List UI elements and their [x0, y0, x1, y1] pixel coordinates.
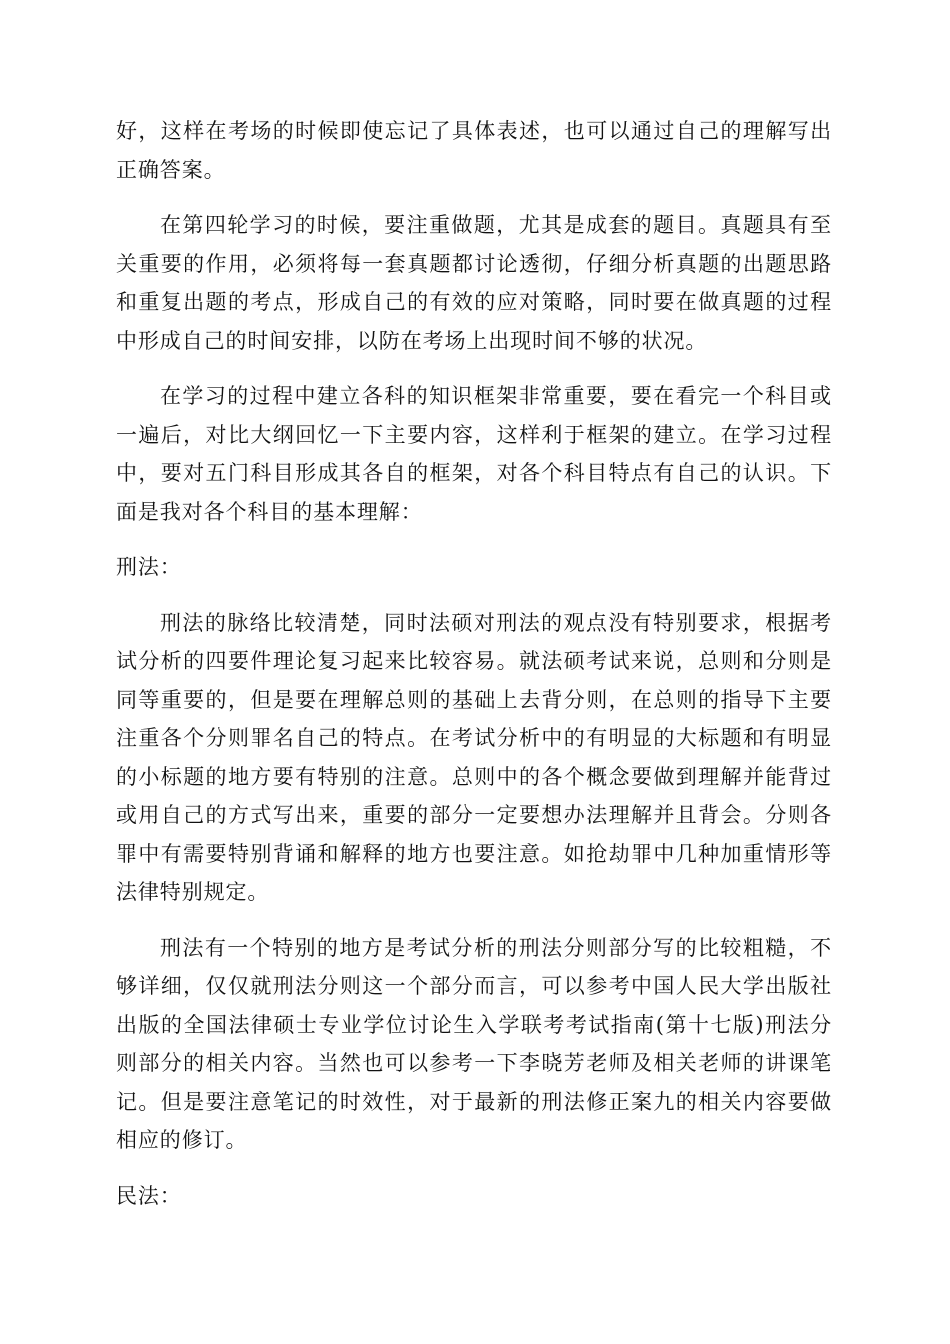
paragraph-continuation: 好，这样在考场的时候即使忘记了具体表述，也可以通过自己的理解写出正确答案。: [116, 119, 832, 182]
section-heading-civil-law: 民法：: [116, 1183, 182, 1208]
paragraph-knowledge-framework: 在学习的过程中建立各科的知识框架非常重要，要在看完一个科目或一遍后，对比大纲回忆一下主要内容，这样利于框架的建立。在学习过程中，要对五门科目形成其各自的框架，对各个科目特点有自己的认识。下面是我对各个科目的基本理解：: [116, 384, 832, 524]
section-heading-criminal-law: 刑法：: [116, 555, 182, 579]
paragraph-fourth-round: 在第四轮学习的时候，要注重做题，尤其是成套的题目。真题具有至关重要的作用，必须将每一套真题都讨论透彻，仔细分析真题的出题思路和重复出题的考点，形成自己的有效的应对策略，同时要在做真题的过程中形成自己的时间安排，以防在考场上出现时间不够的状况。: [116, 213, 832, 353]
paragraph-criminal-law-overview: 刑法的脉络比较清楚，同时法硕对刑法的观点没有特别要求，根据考试分析的四要件理论复习起来比较容易。就法硕考试来说，总则和分则是同等重要的，但是要在理解总则的基础上去背分则，在总则的指导下主要注重各个分则罪名自己的特点。在考试分析中的有明显的大标题和有明显的小标题的地方要有特别的注意。总则中的各个概念要做到理解并能背过或用自己的方式写出来，重要的部分一定要想办法理解并且背会。分则各罪中有需要特别背诵和解释的地方也要注意。如抢劫罪中几种加重情形等法律特别规定。: [116, 610, 832, 904]
paragraph-criminal-law-references: 刑法有一个特别的地方是考试分析的刑法分则部分写的比较粗糙，不够详细，仅仅就刑法分则这一个部分而言，可以参考中国人民大学出版社出版的全国法律硕士专业学位讨论生入学联考考试指南(第十七版)刑法分则部分的相关内容。当然也可以参考一下李晓芳老师及相关老师的讲课笔记。但是要注意笔记的时效性，对于最新的刑法修正案九的相关内容要做相应的修订。: [116, 935, 832, 1152]
document-page: [116, 112, 832, 1232]
